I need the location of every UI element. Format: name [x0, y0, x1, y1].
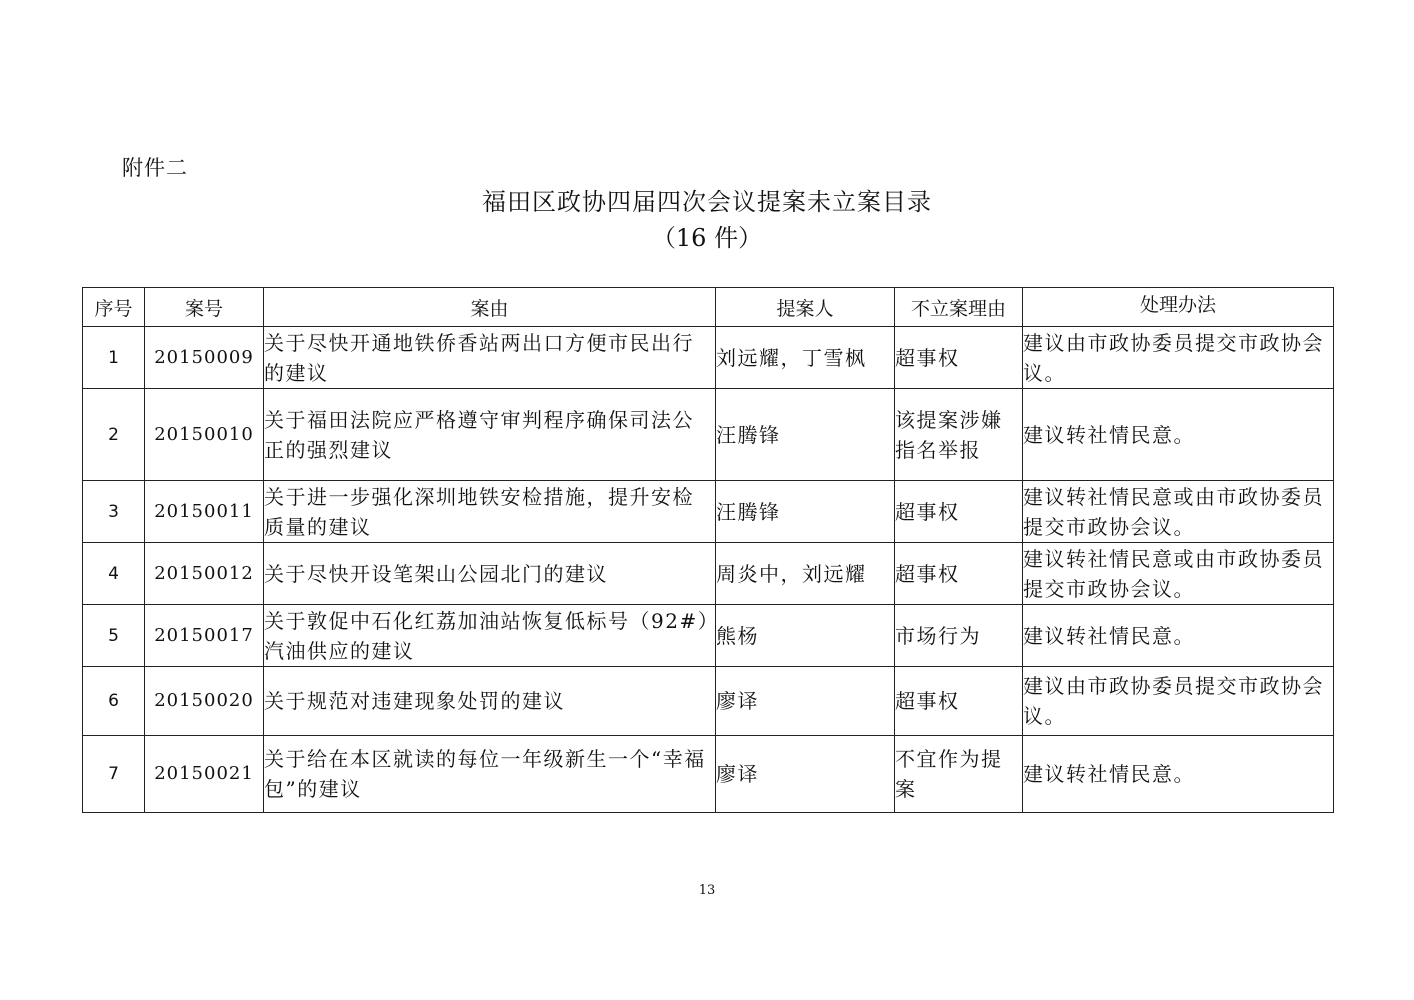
cell-seq: 7: [83, 736, 145, 813]
cell-proposer: 廖译: [716, 736, 895, 813]
cell-proposer: 熊杨: [716, 605, 895, 667]
cell-handling: 建议转社情民意或由市政协委员提交市政协会议。: [1023, 481, 1334, 543]
cell-not-filed-reason: 不宜作为提案: [895, 736, 1023, 813]
cell-not-filed-reason: 超事权: [895, 481, 1023, 543]
cell-proposer: 廖译: [716, 667, 895, 736]
cell-case-no: 20150020: [145, 667, 264, 736]
header-case-no: 案号: [145, 288, 264, 327]
cell-handling: 建议转社情民意。: [1023, 736, 1334, 813]
header-not-filed-reason: 不立案理由: [895, 288, 1023, 327]
cell-handling: 建议转社情民意。: [1023, 605, 1334, 667]
cell-case-no: 20150010: [145, 389, 264, 481]
cell-reason: 关于敦促中石化红荔加油站恢复低标号（92#）汽油供应的建议: [264, 605, 716, 667]
cell-seq: 6: [83, 667, 145, 736]
cell-handling: 建议由市政协委员提交市政协会议。: [1023, 667, 1334, 736]
table-row: [83, 667, 1334, 736]
header-reason: 案由: [264, 288, 716, 327]
cell-handling: 建议由市政协委员提交市政协会议。: [1023, 327, 1334, 389]
cell-case-no: 20150011: [145, 481, 264, 543]
cell-seq: 4: [83, 543, 145, 605]
table-header-row: [83, 288, 1334, 327]
cell-handling: 建议转社情民意。: [1023, 389, 1334, 481]
cell-reason: 关于福田法院应严格遵守审判程序确保司法公正的强烈建议: [264, 389, 716, 481]
page-number: 13: [698, 883, 716, 898]
cell-case-no: 20150021: [145, 736, 264, 813]
cell-case-no: 20150017: [145, 605, 264, 667]
cell-proposer: 汪腾锋: [716, 389, 895, 481]
table-row: [83, 389, 1334, 481]
cell-case-no: 20150009: [145, 327, 264, 389]
cell-not-filed-reason: 超事权: [895, 327, 1023, 389]
attachment-label: 附件二: [122, 156, 188, 180]
cell-seq: 1: [83, 327, 145, 389]
cell-case-no: 20150012: [145, 543, 264, 605]
cell-proposer: 刘远耀，丁雪枫: [716, 327, 895, 389]
table-row: [83, 481, 1334, 543]
cell-reason: 关于进一步强化深圳地铁安检措施，提升安检质量的建议: [264, 481, 716, 543]
cell-seq: 5: [83, 605, 145, 667]
proposal-table: [82, 287, 1334, 813]
cell-not-filed-reason: 该提案涉嫌指名举报: [895, 389, 1023, 481]
cell-not-filed-reason: 市场行为: [895, 605, 1023, 667]
document-subtitle: （16 件）: [651, 224, 763, 252]
cell-not-filed-reason: 超事权: [895, 543, 1023, 605]
table-row: [83, 327, 1334, 389]
cell-handling: 建议转社情民意或由市政协委员提交市政协会议。: [1023, 543, 1334, 605]
table-row: [83, 736, 1334, 813]
cell-seq: 2: [83, 389, 145, 481]
cell-proposer: 周炎中，刘远耀: [716, 543, 895, 605]
table-row: [83, 605, 1334, 667]
cell-seq: 3: [83, 481, 145, 543]
table-row: [83, 543, 1334, 605]
cell-not-filed-reason: 超事权: [895, 667, 1023, 736]
cell-reason: 关于给在本区就读的每位一年级新生一个“幸福包”的建议: [264, 736, 716, 813]
header-handling: 处理办法: [1023, 288, 1334, 327]
header-proposer: 提案人: [716, 288, 895, 327]
cell-reason: 关于尽快开通地铁侨香站两出口方便市民出行的建议: [264, 327, 716, 389]
cell-proposer: 汪腾锋: [716, 481, 895, 543]
document-title: 福田区政协四届四次会议提案未立案目录: [482, 188, 932, 216]
cell-reason: 关于规范对违建现象处罚的建议: [264, 667, 716, 736]
cell-reason: 关于尽快开设笔架山公园北门的建议: [264, 543, 716, 605]
header-seq: 序号: [83, 288, 145, 327]
